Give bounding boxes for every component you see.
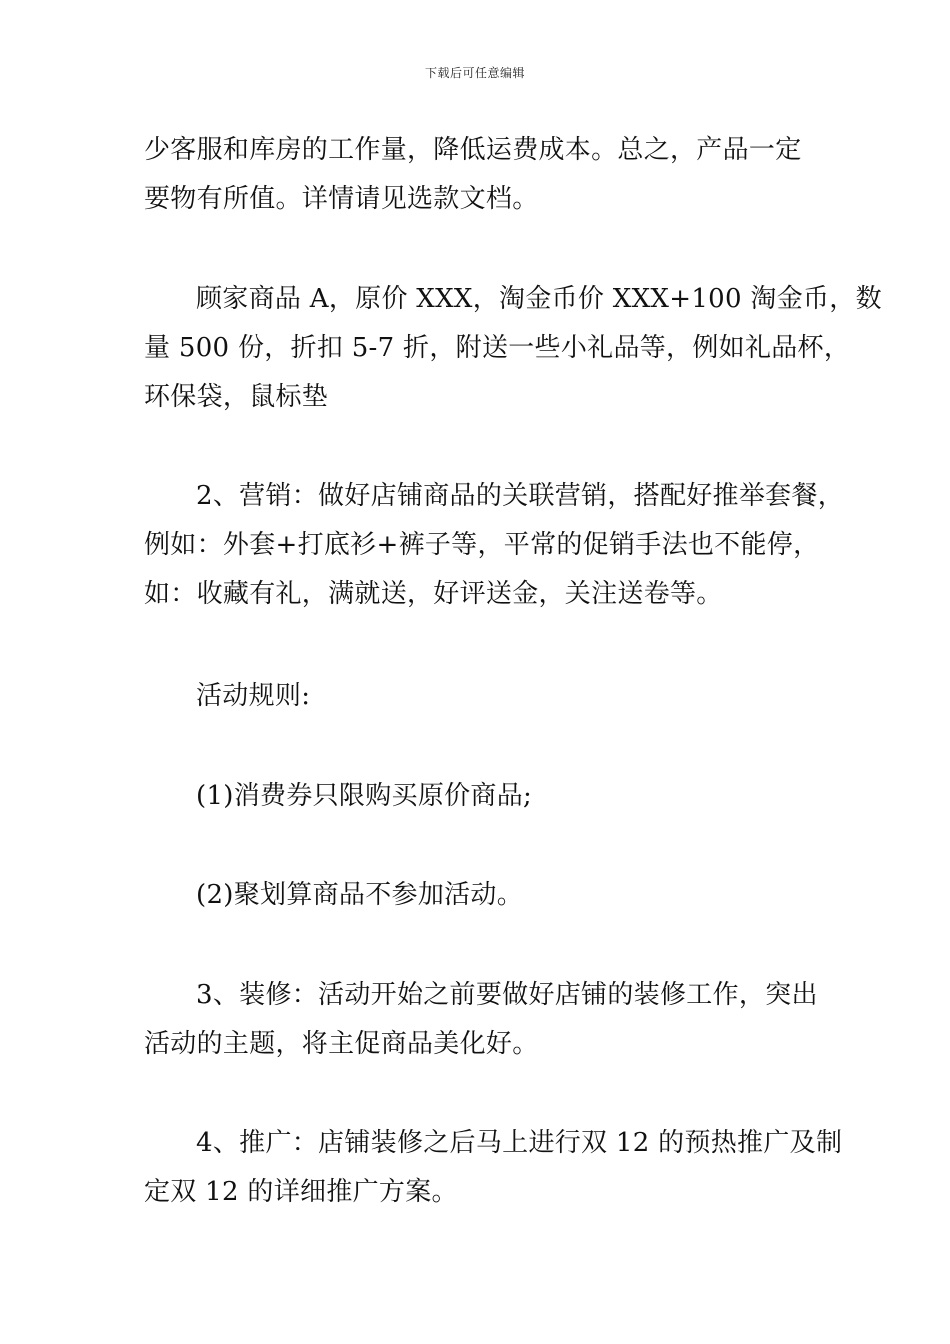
paragraph-line: 4、推广：店铺装修之后马上进行双 12 的预热推广及制 xyxy=(196,1128,843,1158)
paragraph-8 xyxy=(144,1119,843,1217)
paragraph-line: 量 500 份，折扣 5-7 折，附送一些小礼品等，例如礼品杯， xyxy=(144,333,851,363)
paragraph-line: 活动规则: xyxy=(196,681,311,711)
paragraph-line: 3、装修：活动开始之前要做好店铺的装修工作，突出 xyxy=(196,980,818,1010)
paragraph-line: 少客服和库房的工作量，降低运费成本。总之，产品一定 xyxy=(144,135,802,165)
paragraph-line: 要物有所值。详情请见选款文档。 xyxy=(144,184,539,214)
paragraph-line: 活动的主题，将主促商品美化好。 xyxy=(144,1029,539,1059)
paragraph-6 xyxy=(144,871,824,920)
paragraph-line: (2)聚划算商品不参加活动。 xyxy=(196,880,524,910)
paragraph-line: 顾家商品 A，原价 XXX，淘金币价 XXX+100 淘金币，数 xyxy=(196,284,882,314)
paragraph-3 xyxy=(144,472,845,619)
paragraph-line: 环保袋，鼠标垫 xyxy=(144,382,329,412)
paragraph-1 xyxy=(144,126,824,224)
paragraph-7 xyxy=(144,971,824,1069)
paragraph-line: 定双 12 的详细推广方案。 xyxy=(144,1177,458,1207)
paragraph-line: (1)消费券只限购买原价商品; xyxy=(196,781,533,811)
paragraph-2 xyxy=(144,275,882,422)
paragraph-4 xyxy=(144,672,824,721)
paragraph-5 xyxy=(144,772,824,821)
page-header-note: 下载后可任意编辑 xyxy=(424,66,525,80)
paragraph-line: 如：收藏有礼，满就送，好评送金，关注送卷等。 xyxy=(144,579,723,609)
paragraph-line: 2、营销：做好店铺商品的关联营销，搭配好推举套餐， xyxy=(196,481,845,511)
paragraph-line: 例如：外套+打底衫+裤子等，平常的促销手法也不能停， xyxy=(144,530,820,560)
